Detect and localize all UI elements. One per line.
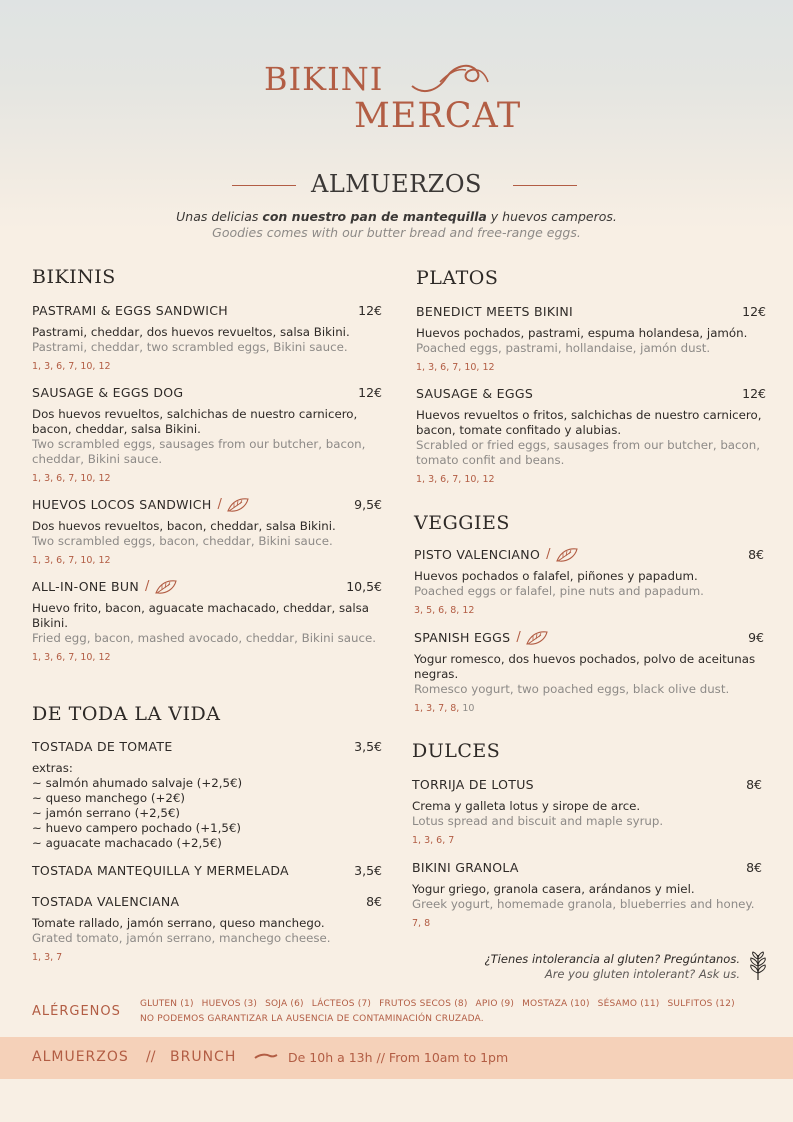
item-name: SAUSAGE & EGGS bbox=[416, 386, 534, 401]
heading-bikinis: BIKINIS bbox=[32, 266, 116, 288]
item-allergens: 1, 3, 7, 8, 10 bbox=[414, 703, 475, 714]
item-desc-en: Poached eggs, pastrami, hollandaise, jamón dust. bbox=[416, 341, 711, 355]
item-price: 8€ bbox=[746, 777, 762, 792]
menu-item bbox=[416, 304, 766, 374]
item-allergens: 3, 5, 6, 8, 12 bbox=[414, 605, 475, 616]
item-allergens: 1, 3, 6, 7, 10, 12 bbox=[32, 473, 111, 484]
extra-item: ~ aguacate machacado (+2,5€) bbox=[32, 836, 222, 850]
item-desc-en: Scrabled or fried eggs, sausages from our butcher, bacon, tomato confit and beans. bbox=[416, 438, 760, 467]
leaf-icon bbox=[555, 547, 579, 563]
menu-item bbox=[32, 894, 382, 964]
allergen-item: SOJA (6) bbox=[265, 999, 304, 1009]
menu-item bbox=[32, 303, 382, 373]
item-allergens: 1, 3, 6, 7 bbox=[412, 835, 455, 846]
gluten-note-en: Are you gluten intolerant? Ask us. bbox=[544, 967, 740, 981]
heading-veggies: VEGGIES bbox=[414, 512, 510, 534]
item-allergens: 1, 3, 6, 7, 10, 12 bbox=[416, 362, 495, 373]
allergen-item: GLUTEN (1) bbox=[140, 999, 194, 1009]
brand-logo bbox=[262, 56, 552, 146]
heading-platos: PLATOS bbox=[416, 267, 499, 289]
item-desc-en: Lotus spread and biscuit and maple syrup. bbox=[412, 814, 664, 828]
menu-item: PISTO VALENCIANO / 8€ Huevos pochados o falafel, piñones y papadum. Poached eggs or falafel, pine nuts and papadum. 3, 5, 6, 8, 12 bbox=[414, 547, 764, 616]
footer-separator: // bbox=[146, 1049, 156, 1065]
item-desc-es: Dos huevos revueltos, salchichas de nuestro carnicero, bacon, cheddar, salsa Bikini. bbox=[32, 407, 358, 436]
wheat-icon bbox=[748, 951, 768, 981]
item-price: 10,5€ bbox=[346, 579, 382, 594]
item-price: 12€ bbox=[742, 304, 766, 319]
gluten-note-es: ¿Tienes intolerancia al gluten? Pregúntanos. bbox=[484, 952, 740, 966]
item-price: 8€ bbox=[748, 547, 764, 562]
logo-line-2: MERCAT bbox=[354, 96, 522, 136]
item-price: 12€ bbox=[742, 386, 766, 401]
extras-list bbox=[32, 761, 382, 851]
cross-contamination-note: NO PODEMOS GARANTIZAR LA AUSENCIA DE CONTAMINACIÓN CRUZADA. bbox=[140, 1014, 484, 1024]
footer-band bbox=[0, 1037, 793, 1079]
menu-item bbox=[412, 860, 762, 930]
allergen-item: FRUTOS SECOS (8) bbox=[379, 999, 468, 1009]
item-desc-en: Poached eggs or falafel, pine nuts and papadum. bbox=[414, 584, 704, 598]
item-name: TOSTADA MANTEQUILLA Y MERMELADA bbox=[32, 863, 289, 878]
menu-item bbox=[32, 739, 382, 851]
item-name: BIKINI GRANOLA bbox=[412, 860, 519, 875]
intro-en: Goodies comes with our butter bread and free-range eggs. bbox=[212, 225, 581, 240]
allergen-item: HUEVOS (3) bbox=[201, 999, 258, 1009]
menu-item bbox=[416, 386, 766, 486]
leaf-icon bbox=[226, 497, 250, 513]
item-desc-en: Grated tomato, jamón serrano, manchego cheese. bbox=[32, 931, 331, 945]
item-name: PISTO VALENCIANO bbox=[414, 547, 541, 562]
item-desc-es: Pastrami, cheddar, dos huevos revueltos, salsa Bikini. bbox=[32, 325, 350, 339]
item-allergens: 1, 3, 6, 7, 10, 12 bbox=[32, 361, 111, 372]
extra-item: ~ huevo campero pochado (+1,5€) bbox=[32, 821, 242, 835]
item-name: HUEVOS LOCOS SANDWICH bbox=[32, 497, 212, 512]
allergen-item: MOSTAZA (10) bbox=[522, 999, 590, 1009]
item-name: TOSTADA DE TOMATE bbox=[32, 739, 173, 754]
item-allergens: 1, 3, 6, 7, 10, 12 bbox=[32, 652, 111, 663]
item-desc-en: Romesco yogurt, two poached eggs, black olive dust. bbox=[414, 682, 730, 696]
menu-item: SPANISH EGGS / 9€ Yogur romesco, dos huevos pochados, polvo de aceitunas negras. Romesco yogurt, two poached eggs, black olive dust. 1, 3, 7, 8, 10 bbox=[414, 630, 764, 714]
item-price: 12€ bbox=[358, 385, 382, 400]
item-desc-en: Two scrambled eggs, sausages from our butcher, bacon, cheddar, Bikini sauce. bbox=[32, 437, 366, 466]
allergens-legend bbox=[140, 997, 735, 1027]
footer-almuerzos: ALMUERZOS bbox=[32, 1049, 129, 1065]
item-name: SAUSAGE & EGGS DOG bbox=[32, 385, 184, 400]
item-allergens: 1, 3, 6, 7, 10, 12 bbox=[32, 555, 111, 566]
item-name: TORRIJA DE LOTUS bbox=[412, 777, 534, 792]
item-desc-en: Pastrami, cheddar, two scrambled eggs, Bikini sauce. bbox=[32, 340, 348, 354]
item-desc-es: Yogur griego, granola casera, arándanos y miel. bbox=[412, 882, 695, 896]
item-price: 3,5€ bbox=[354, 739, 382, 754]
item-price: 12€ bbox=[358, 303, 382, 318]
item-price: 3,5€ bbox=[354, 863, 382, 878]
heading-dulces: DULCES bbox=[412, 740, 501, 762]
item-allergens: 1, 3, 7 bbox=[32, 952, 63, 963]
footer-brunch: BRUNCH bbox=[170, 1049, 237, 1065]
item-price: 8€ bbox=[366, 894, 382, 909]
item-desc-en: Two scrambled eggs, bacon, cheddar, Bikini sauce. bbox=[32, 534, 333, 548]
item-desc-es: Huevos pochados, pastrami, espuma holandesa, jamón. bbox=[416, 326, 748, 340]
gluten-note bbox=[485, 952, 740, 982]
wave-logo-icon bbox=[410, 60, 490, 96]
item-desc-es: Yogur romesco, dos huevos pochados, polvo de aceitunas negras. bbox=[414, 652, 756, 681]
item-desc-es: Huevos pochados o falafel, piñones y papadum. bbox=[414, 569, 698, 583]
menu-item: ALL-IN-ONE BUN / 10,5€ Huevo frito, bacon, aguacate machacado, cheddar, salsa Bikini. Fried egg, bacon, mashed avocado, cheddar, Bikini sauce. 1, 3, 6, 7, 10, 12 bbox=[32, 579, 382, 663]
item-name: SPANISH EGGS bbox=[414, 630, 511, 645]
item-price: 9€ bbox=[748, 630, 764, 645]
section-title bbox=[0, 170, 793, 202]
allergen-item: APIO (9) bbox=[475, 999, 515, 1009]
extra-item: ~ queso manchego (+2€) bbox=[32, 791, 185, 805]
item-name: PASTRAMI & EGGS SANDWICH bbox=[32, 303, 228, 318]
item-desc-es: Dos huevos revueltos, bacon, cheddar, salsa Bikini. bbox=[32, 519, 336, 533]
menu-item bbox=[32, 385, 382, 485]
leaf-icon bbox=[154, 579, 178, 595]
allergens-label: ALÉRGENOS bbox=[32, 1004, 121, 1019]
leaf-icon bbox=[525, 630, 549, 646]
section-intro bbox=[0, 209, 793, 241]
extra-item: ~ jamón serrano (+2,5€) bbox=[32, 806, 181, 820]
item-desc-es: Huevo frito, bacon, aguacate machacado, cheddar, salsa Bikini. bbox=[32, 601, 369, 630]
item-allergens: 7, 8 bbox=[412, 918, 431, 929]
title-rule-right bbox=[513, 185, 577, 186]
heading-de-toda-la-vida: DE TODA LA VIDA bbox=[32, 703, 221, 725]
wave-icon bbox=[254, 1052, 278, 1062]
item-price: 9,5€ bbox=[354, 497, 382, 512]
footer-hours: De 10h a 13h // From 10am to 1pm bbox=[288, 1050, 509, 1065]
allergen-item: LÁCTEOS (7) bbox=[311, 999, 372, 1009]
section-title-text: ALMUERZOS bbox=[311, 170, 482, 198]
item-name: ALL-IN-ONE BUN bbox=[32, 579, 140, 594]
allergen-item: SULFITOS (12) bbox=[667, 999, 735, 1009]
item-desc-es: Crema y galleta lotus y sirope de arce. bbox=[412, 799, 641, 813]
menu-item bbox=[412, 777, 762, 847]
allergen-item: SÉSAMO (11) bbox=[597, 999, 660, 1009]
item-desc-es: Tomate rallado, jamón serrano, queso manchego. bbox=[32, 916, 325, 930]
item-name: BENEDICT MEETS BIKINI bbox=[416, 304, 573, 319]
item-name: TOSTADA VALENCIANA bbox=[32, 894, 180, 909]
extras-label: extras: bbox=[32, 761, 73, 775]
extra-item: ~ salmón ahumado salvaje (+2,5€) bbox=[32, 776, 243, 790]
item-price: 8€ bbox=[746, 860, 762, 875]
item-desc-en: Fried egg, bacon, mashed avocado, cheddar, Bikini sauce. bbox=[32, 631, 376, 645]
item-allergens: 1, 3, 6, 7, 10, 12 bbox=[416, 474, 495, 485]
menu-item bbox=[32, 863, 382, 879]
item-desc-es: Huevos revueltos o fritos, salchichas de nuestro carnicero, bacon, tomate confitado y alubias. bbox=[416, 408, 762, 437]
item-desc-en: Greek yogurt, homemade granola, blueberries and honey. bbox=[412, 897, 755, 911]
logo-line-1: BIKINI bbox=[264, 60, 384, 98]
menu-item: HUEVOS LOCOS SANDWICH / 9,5€ Dos huevos revueltos, bacon, cheddar, salsa Bikini. Two scrambled eggs, bacon, cheddar, Bikini sauce. 1, 3, 6, 7, 10, 12 bbox=[32, 497, 382, 566]
intro-es: Unas delicias con nuestro pan de mantequilla y huevos camperos. bbox=[176, 209, 617, 224]
